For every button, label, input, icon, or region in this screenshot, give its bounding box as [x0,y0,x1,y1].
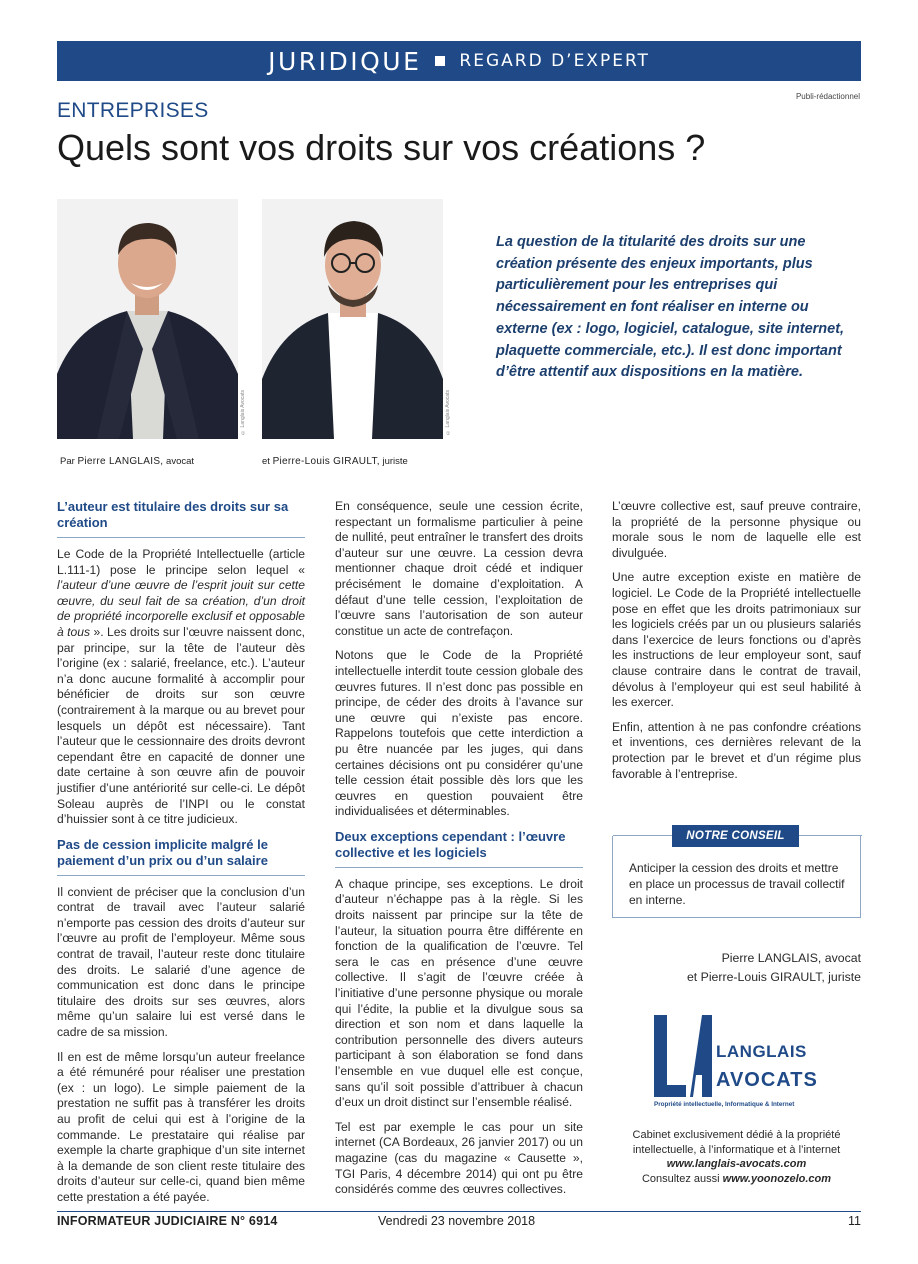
lead-paragraph: La question de la titularité des droits sur une création présente des enjeux importants, plus particulièrement pour les entreprises qui nécessairement en font réaliser en interne ou externe (ex : logo, logiciel, catalogue, site internet, plaquette commerciale, etc.). Il est donc important d’être attentif aux dispositions en la matière. [496,234,845,381]
author-role-2: juriste [379,456,408,467]
partner-website-link[interactable]: www.yoonozelo.com [722,1172,832,1185]
publi-label: Publi-rédactionnel [795,92,860,101]
advice-text: Anticiper la cession des droits et mettre en place un processus de travail collectif en interne. [629,861,845,907]
subheading: L’auteur est titulaire des droits sur sa création [57,499,305,538]
footer-page-number: 11 [848,1214,861,1228]
byline-et: et [262,456,273,467]
consult-label: Consultez aussi [641,1172,723,1185]
square-bullet-icon [435,56,445,66]
paragraph: L’œuvre collective est, sauf preuve contraire, la propriété de la personne physique ou morale sous le nom de laquelle elle est divulguée. [612,499,861,560]
author-name-2: Pierre-Louis GIRAULT, [272,456,380,467]
paragraph: En conséquence, seule une cession écrite, respectant un formalisme particulier à peine de nullité, peut entraîner le transfert des droits d’auteur sur une œuvre. La cession devra mentionner chaque droit cédé et indiquer précisément le domaine d’exploitation. A défaut d’une telle cession, l’exploitation de l’œuvre sans l’autorisation de son auteur constitue un acte de contrefaçon. [335,499,583,638]
byline-author-2 [262,456,408,467]
signature-line-2: et Pierre-Louis GIRAULT, juriste [686,969,861,984]
subheading: Deux exceptions cependant : l’œuvre collective et les logiciels [335,829,583,868]
section-banner [57,41,861,81]
section-subtitle: REGARD D’EXPERT [459,51,650,71]
legal-quote: l’auteur d’une œuvre de l’esprit jouit sur cette œuvre, du seul fait de sa création, d’un droit de propriété incorporelle exclusif et opposable à tous [57,578,305,639]
logo-word-1: LANGLAIS [716,1042,807,1061]
firm-info [612,1128,861,1186]
author-photo-1 [57,199,238,439]
advice-box-rule [799,835,862,836]
article-column-1 [57,499,305,1215]
paragraph: Tel est par exemple le cas pour un site internet (CA Bordeaux, 26 janvier 2017) ou un magazine (cas du magazine « Causette », TGI Paris, 4 décembre 2014) qui ont pu être considérés comme des œuvres collectives. [335,1119,583,1197]
logo-tagline: Propriété intellectuelle, Informatique & Internet [654,1101,795,1108]
article-column-2 [335,499,583,1207]
paragraph-text: ». Les droits sur l’œuvre naissent donc, par principe, sur la tête de l’auteur dès l’origine (ex : salarié, freelance, etc.). L’auteur n’a donc aucune formalité à accomplir pour bénéficier de droits sur son œuvre (contrairement à la marque ou au brevet pour lesquels un dépôt est nécessaire). Tant l’auteur que le cessionnaire des droits devront cependant être en capacité de donner une date certaine à son œuvre afin de pouvoir justifier d’une antériorité sur celle-ci. Le dépôt Soleau auprès de l’INPI ou le constat d’huissier sont à ce titre judicieux. [57,624,305,827]
paragraph: A chaque principe, ses exceptions. Le droit d’auteur n’échappe pas à la règle. Si les droits naissent par principe sur la tête de l’auteur, la situation pourra être différente en fonction de la qualification de l’œuvre. Tel sera le cas en présence d’une œuvre collective. Il s’agit de l’œuvre créée à l’initiative d’une personne physique ou morale qui l’édite, la publie et la divulgue sous sa direction et son nom et dans laquelle la contribution personnelle des divers auteurs participant à son élaboration se fond dans l’ensemble en vue duquel elle est conçue, sans qu’il soit possible d’attribuer à chacun d’eux un droit distinct sur l’ensemble réalisé. [335,876,583,1110]
author-name-1: Pierre LANGLAIS, [77,456,164,467]
paragraph: Une autre exception existe en matière de logiciel. Le Code de la Propriété intellectuelle pose en effet que les droits patrimoniaux sur les logiciels créés par un ou plusieurs salariés dans l’exercice de leurs fonctions ou d’après les instructions de leur employeur sont, sauf clause contraire dans le contrat de travail, dévolus à l’employeur qui est seul habilité à les exercer. [612,570,861,710]
photo-credit-2: © Langlais Avocats [445,390,451,435]
section-title: JURIDIQUE [268,46,422,76]
subheading: Pas de cession implicite malgré le paiement d’un prix ou d’un salaire [57,837,305,876]
kicker: ENTREPRISES [57,99,209,122]
footer-journal: INFORMATEUR JUDICIAIRE N° 6914 [57,1214,278,1228]
signature [687,949,861,986]
firm-description: Cabinet exclusivement dédié à la propriété intellectuelle, à l’informatique et à l’internet [632,1129,841,1156]
paragraph: Il convient de préciser que la conclusion d’un contrat de travail avec l’auteur salarié n’emporte pas cession des droits d’auteur sur l’œuvre au profit de l’employeur. Même sous contrat de travail, l’auteur reste donc titulaire des droits. Le salarié d’une agence de communication est donc dans le principe titulaire des droits sur ses œuvres, alors même qu’un salaire lui est versé dans le cadre de sa mission. [57,884,305,1040]
logo-word-2: AVOCATS [716,1069,818,1091]
author-role-1: avocat [163,456,195,467]
paragraph [57,547,305,828]
advice-box [612,830,861,918]
signature-line-1: Pierre LANGLAIS, avocat [721,951,861,965]
article-column-3 [612,499,861,791]
consult-line [612,1172,861,1187]
firm-logo [652,1013,822,1113]
firm-website-link[interactable]: www.langlais-avocats.com [666,1158,807,1170]
paragraph: Il en est de même lorsqu’un auteur freelance a été rémunéré pour réaliser une prestation (ex : un logo). Le simple paiement de la prestation ne suffit pas à transférer les droits au profit de celui qui est à l’origine de la commande. Le prestataire qui réalise par exemple la charte graphique d’un site internet à la demande de son client reste titulaire des droits d’auteur sur celle-ci, quand bien même cette prestation a été payée. [57,1049,305,1204]
advice-box-rule [613,835,672,836]
paragraph-text: Le Code de la Propriété Intellectuelle (article L.111-1) pose le principe selon lequel « [57,547,305,577]
author-photo-2 [262,199,443,439]
paragraph: Notons que le Code de la Propriété intellectuelle interdit toute cession globale des œuvres futures. Il n’est donc pas possible en principe, de céder des droits à l’avance sur une œuvre qui n’existe pas encore. Rappelons toutefois que cette interdiction a pu être nuancée par les juges, qui dans certaines décisions ont pu considérer qu’une telle cession était possible dès lors que les œuvres en question pouvaient être individualisées et déterminables. [335,648,583,819]
headline: Quels sont vos droits sur vos créations ? [57,127,706,168]
photo-credit-1: © Langlais Avocats [240,390,246,435]
advice-title: NOTRE CONSEIL [672,825,799,847]
footer-rule [57,1211,861,1212]
paragraph: Enfin, attention à ne pas confondre créations et inventions, ces dernières relevant de la protection par le brevet et d’un régime plus favorable à l’entreprise. [612,719,861,781]
byline-author-1 [60,456,194,467]
footer-date: Vendredi 23 novembre 2018 [378,1214,536,1228]
byline-par: Par [60,456,78,467]
